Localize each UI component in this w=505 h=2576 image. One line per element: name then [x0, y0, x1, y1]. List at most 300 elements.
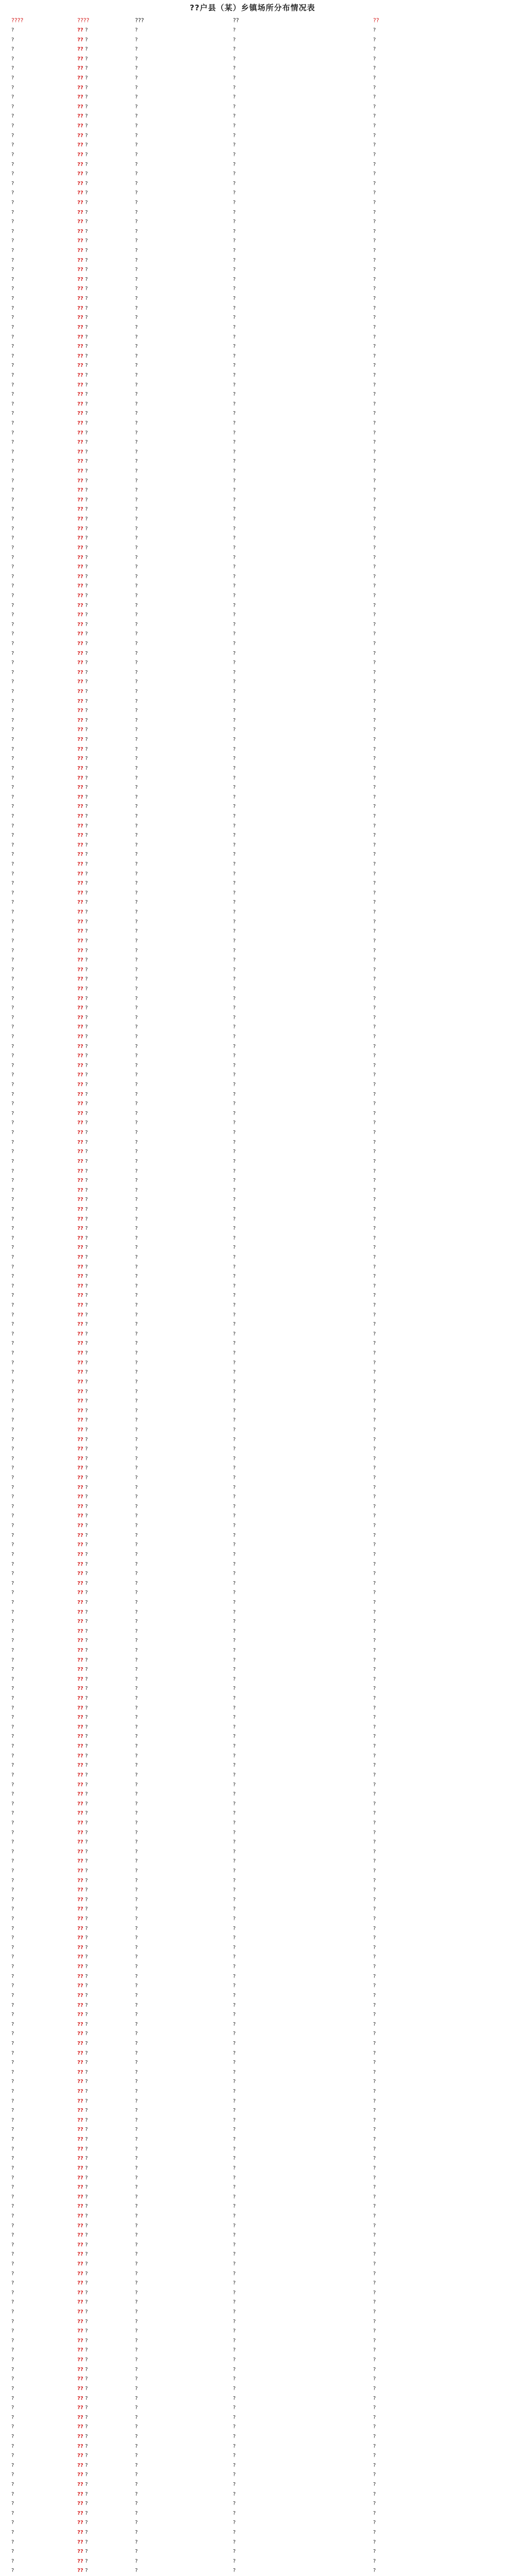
marker-tag: ??: [77, 228, 86, 234]
table-cell: ?: [233, 928, 236, 935]
table-cell: [76, 908, 134, 918]
table-cell: ?: [373, 497, 376, 503]
cell-text: ?: [85, 2395, 88, 2401]
table-cell: ?: [233, 813, 236, 819]
table-cell: ?: [135, 1398, 138, 1404]
marker-tag: ??: [77, 2232, 86, 2239]
marker-tag: ??: [77, 909, 86, 916]
table-cell: ?: [373, 2385, 376, 2392]
table-cell: ?: [373, 1321, 376, 1328]
table-cell: ?: [233, 1896, 236, 1903]
table-cell: [76, 2269, 134, 2279]
table-cell: [76, 850, 134, 860]
marker-tag: ??: [77, 27, 86, 33]
table-cell: ?: [233, 516, 236, 522]
table-cell: ?: [373, 1820, 376, 1826]
table-cell: [76, 2097, 134, 2107]
table-cell: ?: [11, 1149, 14, 1155]
table-cell: ?: [233, 2357, 236, 2363]
table-cell: ?: [373, 621, 376, 628]
table-cell: ?: [233, 1369, 236, 1376]
cell-text: ?: [85, 2232, 88, 2239]
table-cell: ?: [135, 267, 138, 273]
table-cell: ?: [373, 2443, 376, 2449]
marker-tag: ??: [77, 46, 86, 53]
table-cell: [76, 2480, 134, 2490]
table-cell: ?: [233, 2127, 236, 2133]
table-cell: ?: [135, 315, 138, 321]
table-cell: ?: [11, 1992, 14, 1998]
table-cell: ?: [11, 1226, 14, 1232]
table-cell: ?: [233, 2347, 236, 2353]
table-cell: [76, 2518, 134, 2528]
table-cell: [76, 2106, 134, 2116]
table-row: [10, 668, 495, 678]
cell-text: ?: [85, 1964, 88, 1970]
marker-tag: ??: [77, 2012, 86, 2018]
marker-tag: ??: [77, 2213, 86, 2219]
table-cell: ?: [233, 775, 236, 781]
marker-tag: ??: [77, 880, 86, 887]
table-cell: ?: [135, 430, 138, 436]
table-cell: ?: [373, 2270, 376, 2277]
marker-tag: ??: [77, 1178, 86, 1184]
marker-tag: ??: [77, 919, 86, 925]
table-cell: ?: [373, 957, 376, 963]
cell-text: ?: [85, 2405, 88, 2411]
cell-text: ?: [85, 1801, 88, 1807]
marker-tag: ??: [77, 669, 86, 675]
table-cell: ?: [11, 631, 14, 637]
table-cell: [76, 390, 134, 400]
table-cell: ?: [373, 1896, 376, 1903]
table-cell: ?: [135, 573, 138, 580]
marker-tag: ??: [77, 2376, 86, 2382]
table-row: [10, 1359, 495, 1368]
cell-text: ?: [85, 938, 88, 944]
table-cell: ?: [233, 363, 236, 369]
cell-text: ?: [85, 880, 88, 887]
marker-tag: ??: [77, 2501, 86, 2507]
table-cell: ?: [373, 1724, 376, 1730]
table-cell: [76, 26, 134, 36]
table-cell: [76, 985, 134, 994]
table-cell: [76, 639, 134, 649]
marker-tag: ??: [77, 2098, 86, 2104]
table-cell: ?: [135, 1992, 138, 1998]
marker-tag: ??: [77, 324, 86, 330]
table-cell: ?: [373, 813, 376, 819]
table-row: [10, 160, 495, 170]
table-cell: ?: [135, 1964, 138, 1970]
table-cell: ?: [11, 2031, 14, 2037]
marker-tag: ??: [77, 947, 86, 954]
marker-tag: ??: [77, 104, 86, 110]
table-cell: ?: [11, 209, 14, 215]
table-cell: ?: [373, 1791, 376, 1798]
table-cell: ?: [373, 296, 376, 302]
table-cell: ?: [11, 1446, 14, 1452]
cell-text: ?: [85, 1523, 88, 1529]
table-cell: ?: [11, 1178, 14, 1184]
cell-text: ?: [85, 669, 88, 675]
table-cell: [76, 236, 134, 246]
table-row: [10, 870, 495, 879]
table-cell: ?: [233, 296, 236, 302]
table-cell: ?: [11, 2089, 14, 2095]
table-cell: ?: [135, 535, 138, 541]
table-cell: [76, 1838, 134, 1848]
header-col-1[interactable]: ????: [77, 17, 90, 24]
marker-tag: ??: [77, 1005, 86, 1011]
table-row: [10, 2557, 495, 2567]
table-cell: ?: [373, 1532, 376, 1538]
table-cell: ?: [373, 1571, 376, 1577]
table-cell: ?: [373, 1696, 376, 1702]
cell-text: ?: [85, 1293, 88, 1299]
table-row: [10, 1560, 495, 1570]
cell-text: ?: [85, 1647, 88, 1653]
table-row: [10, 918, 495, 927]
marker-tag: ??: [77, 123, 86, 129]
table-cell: ?: [233, 1916, 236, 1922]
table-row: [10, 486, 495, 496]
table-cell: [76, 2289, 134, 2298]
header-col-0[interactable]: ????: [11, 17, 24, 24]
cell-text: ?: [85, 1513, 88, 1519]
table-cell: ?: [233, 1849, 236, 1855]
header-col-4[interactable]: ??: [373, 17, 379, 24]
table-cell: ?: [373, 1226, 376, 1232]
table-cell: ?: [233, 1005, 236, 1011]
table-cell: ?: [11, 1829, 14, 1836]
table-cell: ?: [11, 1906, 14, 1912]
table-cell: ?: [11, 94, 14, 100]
table-cell: ?: [11, 1983, 14, 1989]
cell-text: ?: [85, 612, 88, 618]
table-cell: [76, 448, 134, 457]
table-cell: [76, 93, 134, 103]
table-cell: ?: [135, 449, 138, 455]
table-row: [10, 582, 495, 591]
cell-text: ?: [85, 1532, 88, 1538]
table-cell: ?: [233, 1341, 236, 1347]
table-row: [10, 2422, 495, 2432]
marker-tag: ??: [77, 2223, 86, 2229]
table-cell: ?: [373, 995, 376, 1002]
cell-text: ?: [85, 487, 88, 494]
table-cell: ?: [11, 1561, 14, 1567]
cell-text: ?: [85, 957, 88, 963]
table-cell: ?: [135, 2433, 138, 2439]
table-cell: ?: [233, 669, 236, 675]
table-cell: [76, 2470, 134, 2480]
marker-tag: ??: [77, 2002, 86, 2008]
table-cell: ?: [233, 46, 236, 53]
cell-text: ?: [85, 1657, 88, 1663]
table-cell: ?: [11, 1590, 14, 1596]
marker-tag: ??: [77, 1455, 86, 1462]
cell-text: ?: [85, 1753, 88, 1759]
table-cell: [76, 2212, 134, 2222]
cell-text: ?: [85, 2385, 88, 2392]
table-cell: ?: [11, 1408, 14, 1414]
cell-text: ?: [85, 564, 88, 570]
marker-tag: ??: [77, 612, 86, 618]
table-cell: ?: [233, 257, 236, 263]
cell-text: ?: [85, 228, 88, 234]
cell-text: ?: [85, 679, 88, 685]
table-cell: ?: [373, 1206, 376, 1212]
cell-text: ?: [85, 2443, 88, 2449]
table-row: [10, 1473, 495, 1483]
table-row: [10, 611, 495, 620]
marker-tag: ??: [77, 545, 86, 551]
marker-tag: ??: [77, 852, 86, 858]
table-cell: ?: [233, 1628, 236, 1634]
table-row: [10, 1023, 495, 1032]
data-sheet: [10, 0, 495, 2576]
table-cell: ?: [11, 2002, 14, 2008]
marker-tag: ??: [77, 516, 86, 522]
table-cell: ?: [373, 1072, 376, 1078]
table-cell: ?: [11, 2165, 14, 2171]
table-cell: [76, 994, 134, 1004]
table-cell: ?: [135, 478, 138, 484]
table-cell: ?: [233, 2539, 236, 2545]
table-cell: ?: [11, 833, 14, 839]
table-cell: ?: [373, 506, 376, 513]
table-cell: ?: [11, 1772, 14, 1778]
table-cell: ?: [233, 2089, 236, 2095]
table-cell: ?: [11, 1686, 14, 1692]
cell-text: ?: [85, 2079, 88, 2085]
marker-tag: ??: [77, 1647, 86, 1653]
cell-text: ?: [85, 2520, 88, 2526]
table-cell: ?: [11, 1667, 14, 1673]
table-row: [10, 1684, 495, 1694]
cell-text: ?: [85, 2462, 88, 2468]
cell-text: ?: [85, 823, 88, 829]
table-cell: ?: [373, 1743, 376, 1750]
table-row: [10, 1924, 495, 1934]
table-row: [10, 601, 495, 611]
cell-text: ?: [85, 344, 88, 350]
table-row: [10, 2308, 495, 2317]
table-cell: ?: [233, 449, 236, 455]
marker-tag: ??: [77, 1465, 86, 1471]
cell-text: ?: [85, 199, 88, 206]
table-cell: ?: [373, 2462, 376, 2468]
marker-tag: ??: [77, 986, 86, 992]
cell-text: ?: [85, 2357, 88, 2363]
table-cell: ?: [233, 123, 236, 129]
table-cell: [76, 918, 134, 927]
marker-tag: ??: [77, 1628, 86, 1634]
table-cell: ?: [233, 698, 236, 704]
table-cell: ?: [373, 132, 376, 139]
cell-text: ?: [85, 890, 88, 896]
table-cell: ?: [233, 1033, 236, 1040]
table-row: [10, 639, 495, 649]
table-cell: ?: [11, 1964, 14, 1970]
cell-text: ?: [85, 2223, 88, 2229]
table-row: [10, 477, 495, 486]
table-cell: ?: [233, 276, 236, 282]
table-row: [10, 371, 495, 381]
marker-tag: ??: [77, 2270, 86, 2277]
table-cell: [76, 1809, 134, 1819]
table-cell: ?: [373, 2261, 376, 2267]
marker-tag: ??: [77, 871, 86, 877]
marker-tag: ??: [77, 1168, 86, 1174]
table-cell: ?: [135, 1705, 138, 1711]
table-cell: ?: [135, 1350, 138, 1357]
table-row: [10, 179, 495, 189]
table-cell: ?: [373, 2549, 376, 2555]
marker-tag: ??: [77, 737, 86, 743]
table-row: [10, 2442, 495, 2452]
table-row: [10, 1013, 495, 1023]
table-cell: ?: [373, 1801, 376, 1807]
table-cell: ?: [373, 104, 376, 110]
table-row: [10, 256, 495, 266]
marker-tag: ??: [77, 1599, 86, 1605]
table-row: [10, 1886, 495, 1895]
table-cell: ?: [373, 1762, 376, 1769]
table-cell: [76, 630, 134, 639]
table-cell: ?: [135, 1619, 138, 1625]
cell-text: ?: [85, 2108, 88, 2114]
cell-text: ?: [85, 1571, 88, 1577]
table-row: [10, 2125, 495, 2135]
cell-text: ?: [85, 909, 88, 916]
table-row: [10, 1464, 495, 1473]
table-cell: [76, 1253, 134, 1263]
marker-tag: ??: [77, 1072, 86, 1078]
table-cell: ?: [233, 2251, 236, 2258]
table-row: [10, 2058, 495, 2068]
table-cell: ?: [135, 1436, 138, 1443]
marker-tag: ??: [77, 2021, 86, 2027]
marker-tag: ??: [77, 2395, 86, 2401]
table-cell: ?: [373, 765, 376, 771]
table-cell: ?: [373, 1455, 376, 1462]
table-cell: ?: [373, 209, 376, 215]
cell-text: ?: [85, 1331, 88, 1337]
table-row: [10, 812, 495, 822]
table-cell: ?: [11, 219, 14, 225]
table-cell: [76, 1157, 134, 1167]
table-cell: ?: [135, 1667, 138, 1673]
marker-tag: ??: [77, 353, 86, 359]
marker-tag: ??: [77, 938, 86, 944]
table-cell: ?: [11, 1935, 14, 1941]
table-cell: ?: [135, 151, 138, 158]
table-cell: ?: [11, 1503, 14, 1510]
table-cell: ?: [373, 2127, 376, 2133]
marker-tag: ??: [77, 267, 86, 273]
table-cell: ?: [11, 650, 14, 656]
marker-tag: ??: [77, 1935, 86, 1941]
table-cell: ?: [135, 1255, 138, 1260]
table-row: [10, 1416, 495, 1426]
table-cell: ?: [233, 190, 236, 196]
table-cell: ?: [135, 2414, 138, 2420]
table-row: [10, 2174, 495, 2183]
table-cell: ?: [135, 305, 138, 311]
marker-tag: ??: [77, 1619, 86, 1625]
cell-text: ?: [85, 2156, 88, 2162]
table-cell: ?: [11, 2309, 14, 2315]
cell-text: ?: [85, 1887, 88, 1893]
table-cell: ?: [135, 1906, 138, 1912]
table-cell: ?: [233, 1820, 236, 1826]
table-row: [10, 946, 495, 956]
table-cell: ?: [11, 2414, 14, 2420]
table-cell: ?: [135, 2031, 138, 2037]
cell-text: ?: [85, 1235, 88, 1241]
table-cell: ?: [11, 199, 14, 206]
table-cell: ?: [11, 1609, 14, 1615]
cell-text: ?: [85, 602, 88, 608]
table-cell: ?: [373, 171, 376, 177]
table-row: [10, 2116, 495, 2126]
table-cell: ?: [373, 1302, 376, 1309]
table-cell: ?: [11, 804, 14, 810]
table-cell: ?: [135, 1513, 138, 1519]
table-cell: ?: [233, 1667, 236, 1673]
cell-text: ?: [85, 305, 88, 311]
table-cell: ?: [135, 2510, 138, 2516]
table-cell: ?: [373, 84, 376, 91]
table-row: [10, 1282, 495, 1292]
table-cell: ?: [233, 1293, 236, 1299]
table-cell: ?: [11, 344, 14, 350]
table-row: [10, 2480, 495, 2490]
cell-text: ?: [85, 2194, 88, 2200]
table-row: [10, 2566, 495, 2576]
table-cell: [76, 2317, 134, 2327]
cell-text: ?: [85, 2242, 88, 2248]
table-row: [10, 275, 495, 285]
table-row: [10, 1531, 495, 1541]
table-cell: ?: [135, 919, 138, 925]
marker-tag: ??: [77, 372, 86, 378]
marker-tag: ??: [77, 775, 86, 781]
table-cell: ?: [135, 2021, 138, 2027]
table-cell: ?: [373, 27, 376, 33]
cell-text: ?: [85, 1849, 88, 1855]
table-cell: ?: [373, 909, 376, 916]
table-cell: ?: [135, 219, 138, 225]
cell-text: ?: [85, 1187, 88, 1193]
marker-tag: ??: [77, 1916, 86, 1922]
table-cell: [76, 1042, 134, 1052]
table-cell: ?: [233, 199, 236, 206]
table-cell: ?: [135, 1590, 138, 1596]
table-cell: [76, 2355, 134, 2365]
table-row: [10, 284, 495, 294]
table-row: [10, 1368, 495, 1378]
table-cell: ?: [233, 382, 236, 388]
table-row: [10, 26, 495, 36]
table-cell: ?: [11, 1101, 14, 1107]
marker-tag: ??: [77, 976, 86, 982]
table-cell: ?: [233, 1782, 236, 1788]
cell-text: ?: [85, 1743, 88, 1750]
table-cell: ?: [373, 1782, 376, 1788]
